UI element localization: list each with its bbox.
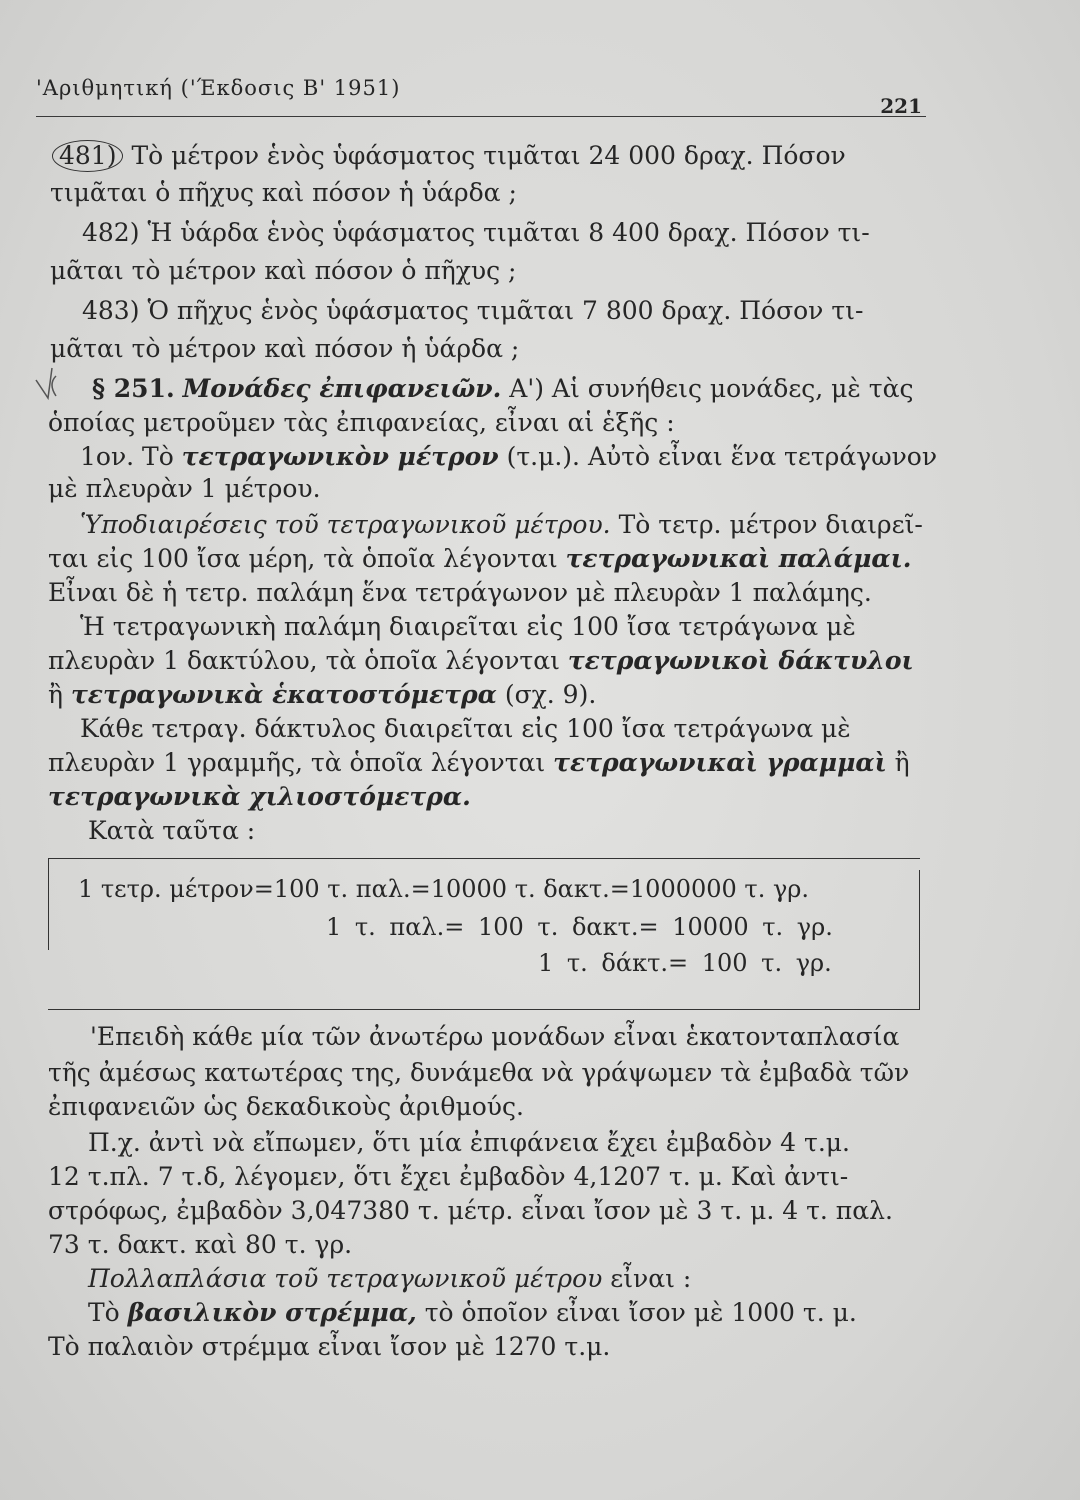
subdivisions-line-2: ται εἰς 100 ἴσα μέρη, τὰ ὁποῖα λέγονται τετραγωνικαὶ παλάμαι. xyxy=(48,544,912,573)
exercise-483-number: 483) xyxy=(82,296,140,325)
decimal-paragraph-line-1: 'Επειδὴ κάθε μία τῶν ἀνωτέρω μονάδων εἶναι ἑκατονταπλασία xyxy=(90,1022,900,1051)
subdivisions-line-4: Ἡ τετραγωνικὴ παλάμη διαιρεῖται εἰς 100 ἴσα τετράγωνα μὲ xyxy=(80,612,856,641)
term-square-palms: τετραγωνικαὶ παλάμαι. xyxy=(565,544,912,573)
multiples-line-1: Πολλαπλάσια τοῦ τετραγωνικοῦ μέτρου εἶναι : xyxy=(88,1264,692,1293)
exercise-482-number: 482) xyxy=(82,218,140,247)
section-number: § 251. xyxy=(92,374,175,403)
exercise-483-line-1: 483) Ὁ πῆχυς ἑνὸς ὑφάσματος τιμᾶται 7 800 δραχ. Πόσον τι- xyxy=(82,296,864,325)
conversion-table xyxy=(48,850,920,1010)
example-line-1: Π.χ. ἀντὶ νὰ εἴπωμεν, ὅτι μία ἐπιφάνεια ἔχει ἐμβαδὸν 4 τ.μ. xyxy=(88,1128,850,1157)
decimal-paragraph-line-2: τῆς ἀμέσως κατωτέρας της, δυνάμεθα νὰ γράψωμεν τὰ ἐμβαδὰ τῶν xyxy=(48,1058,910,1087)
exercise-482-line-1: 482) Ἡ ὑάρδα ἑνὸς ὑφάσματος τιμᾶται 8 400 δραχ. Πόσον τι- xyxy=(82,218,870,247)
subdivisions-line-3: Εἶναι δὲ ἡ τετρ. παλάμη ἕνα τετράγωνον μὲ πλευρὰν 1 παλάμης. xyxy=(48,578,872,607)
exercise-482-line-2: μᾶται τὸ μέτρον καὶ πόσον ὁ πῆχυς ; xyxy=(50,256,517,285)
table-left-rule xyxy=(48,858,49,950)
square-metre-definition-line-1: 1ον. Τὸ τετραγωνικὸν μέτρον (τ.μ.). Αὐτὸ εἶναι ἕνα τετράγωνον xyxy=(80,442,938,471)
square-metre-definition-line-2: μὲ πλευρὰν 1 μέτρου. xyxy=(48,474,321,503)
subdivisions-line-5: πλευρὰν 1 δακτύλου, τὰ ὁποῖα λέγονται τετραγωνικοὶ δάκτυλοι xyxy=(48,646,914,675)
term-square-centimetres: τετραγωνικὰ ἑκατοστόμετρα xyxy=(70,680,497,709)
term-royal-stremma: βασιλικὸν στρέμμα, xyxy=(127,1298,417,1327)
subdivisions-heading: Ὑποδιαιρέσεις τοῦ τετραγωνικοῦ μέτρου. xyxy=(80,510,611,539)
table-right-rule xyxy=(919,870,920,1010)
multiples-line-2: Τὸ βασιλικὸν στρέμμα, τὸ ὁποῖον εἶναι ἴσον μὲ 1000 τ. μ. xyxy=(88,1298,857,1327)
section-heading: Μονάδες ἐπιφανειῶν. xyxy=(182,374,502,403)
subdivisions-line-6: ἢ τετραγωνικὰ ἑκατοστόμετρα (σχ. 9). xyxy=(48,680,597,709)
section-251-heading-line: § 251. Μονάδες ἐπιφανειῶν. Α') Αἱ συνήθεις μονάδες, μὲ τὰς xyxy=(92,374,914,403)
subdivisions-line-1: Ὑποδιαιρέσεις τοῦ τετραγωνικοῦ μέτρου. Τὸ τετρ. μέτρον διαιρεῖ- xyxy=(80,510,923,539)
running-title: 'Αριθμητική ('Έκδοσις Β' 1951) xyxy=(36,76,401,100)
multiples-heading: Πολλαπλάσια τοῦ τετραγωνικοῦ μέτρου xyxy=(88,1264,603,1293)
conversion-row-1: 1 τετρ. μέτρον=100 τ. παλ.=10000 τ. δακτ.=1000000 τ. γρ. xyxy=(78,875,810,903)
section-intro-line-2: ὁποίας μετροῦμεν τὰς ἐπιφανείας, εἶναι αἱ ἑξῆς : xyxy=(48,408,675,437)
page-number: 221 xyxy=(880,94,922,118)
term-square-millimetres: τετραγωνικὰ χιλιοστόμετρα. xyxy=(48,782,471,811)
subdivisions-line-7: Κάθε τετραγ. δάκτυλος διαιρεῖται εἰς 100 ἴσα τετράγωνα μὲ xyxy=(80,714,851,743)
decimal-paragraph-line-3: ἐπιφανειῶν ὡς δεκαδικοὺς ἀριθμούς. xyxy=(48,1092,524,1121)
term-square-metre: τετραγωνικὸν μέτρον xyxy=(181,442,499,471)
exercise-481-number: 481) xyxy=(52,140,123,172)
subdivisions-line-9 xyxy=(48,782,471,812)
running-header xyxy=(36,76,926,117)
table-top-rule xyxy=(48,858,920,859)
handwritten-check-icon xyxy=(34,366,78,402)
conversion-row-2: 1 τ. παλ.= 100 τ. δακτ.= 10000 τ. γρ. xyxy=(326,913,833,941)
exercise-481-line-2: τιμᾶται ὁ πῆχυς καὶ πόσον ἡ ὑάρδα ; xyxy=(50,178,517,207)
example-line-4: 73 τ. δακτ. καὶ 80 τ. γρ. xyxy=(48,1230,353,1259)
table-bottom-rule xyxy=(48,1009,920,1010)
example-line-2: 12 τ.πλ. 7 τ.δ, λέγομεν, ὅτι ἔχει ἐμβαδὸν 4,1207 τ. μ. Καὶ ἀντι- xyxy=(48,1162,849,1191)
term-square-fingers: τετραγωνικοὶ δάκτυλοι xyxy=(567,646,914,675)
term-square-lines: τετραγωνικαὶ γραμμαὶ xyxy=(553,748,887,777)
subdivisions-line-10: Κατὰ ταῦτα : xyxy=(88,816,256,845)
conversion-row-3: 1 τ. δάκτ.= 100 τ. γρ. xyxy=(538,949,832,977)
multiples-line-3: Τὸ παλαιὸν στρέμμα εἶναι ἴσον μὲ 1270 τ.μ. xyxy=(48,1332,611,1361)
exercise-483-line-2: μᾶται τὸ μέτρον καὶ πόσον ἡ ὑάρδα ; xyxy=(50,334,520,363)
subdivisions-line-8: πλευρὰν 1 γραμμῆς, τὰ ὁποῖα λέγονται τετραγωνικαὶ γραμμαὶ ἢ xyxy=(48,748,910,777)
exercise-481-line-1: 481) Τὸ μέτρον ἑνὸς ὑφάσματος τιμᾶται 24 000 δραχ. Πόσον xyxy=(60,140,846,172)
example-line-3: στρόφως, ἐμβαδὸν 3,047380 τ. μέτρ. εἶναι ἴσον μὲ 3 τ. μ. 4 τ. παλ. xyxy=(48,1196,893,1225)
